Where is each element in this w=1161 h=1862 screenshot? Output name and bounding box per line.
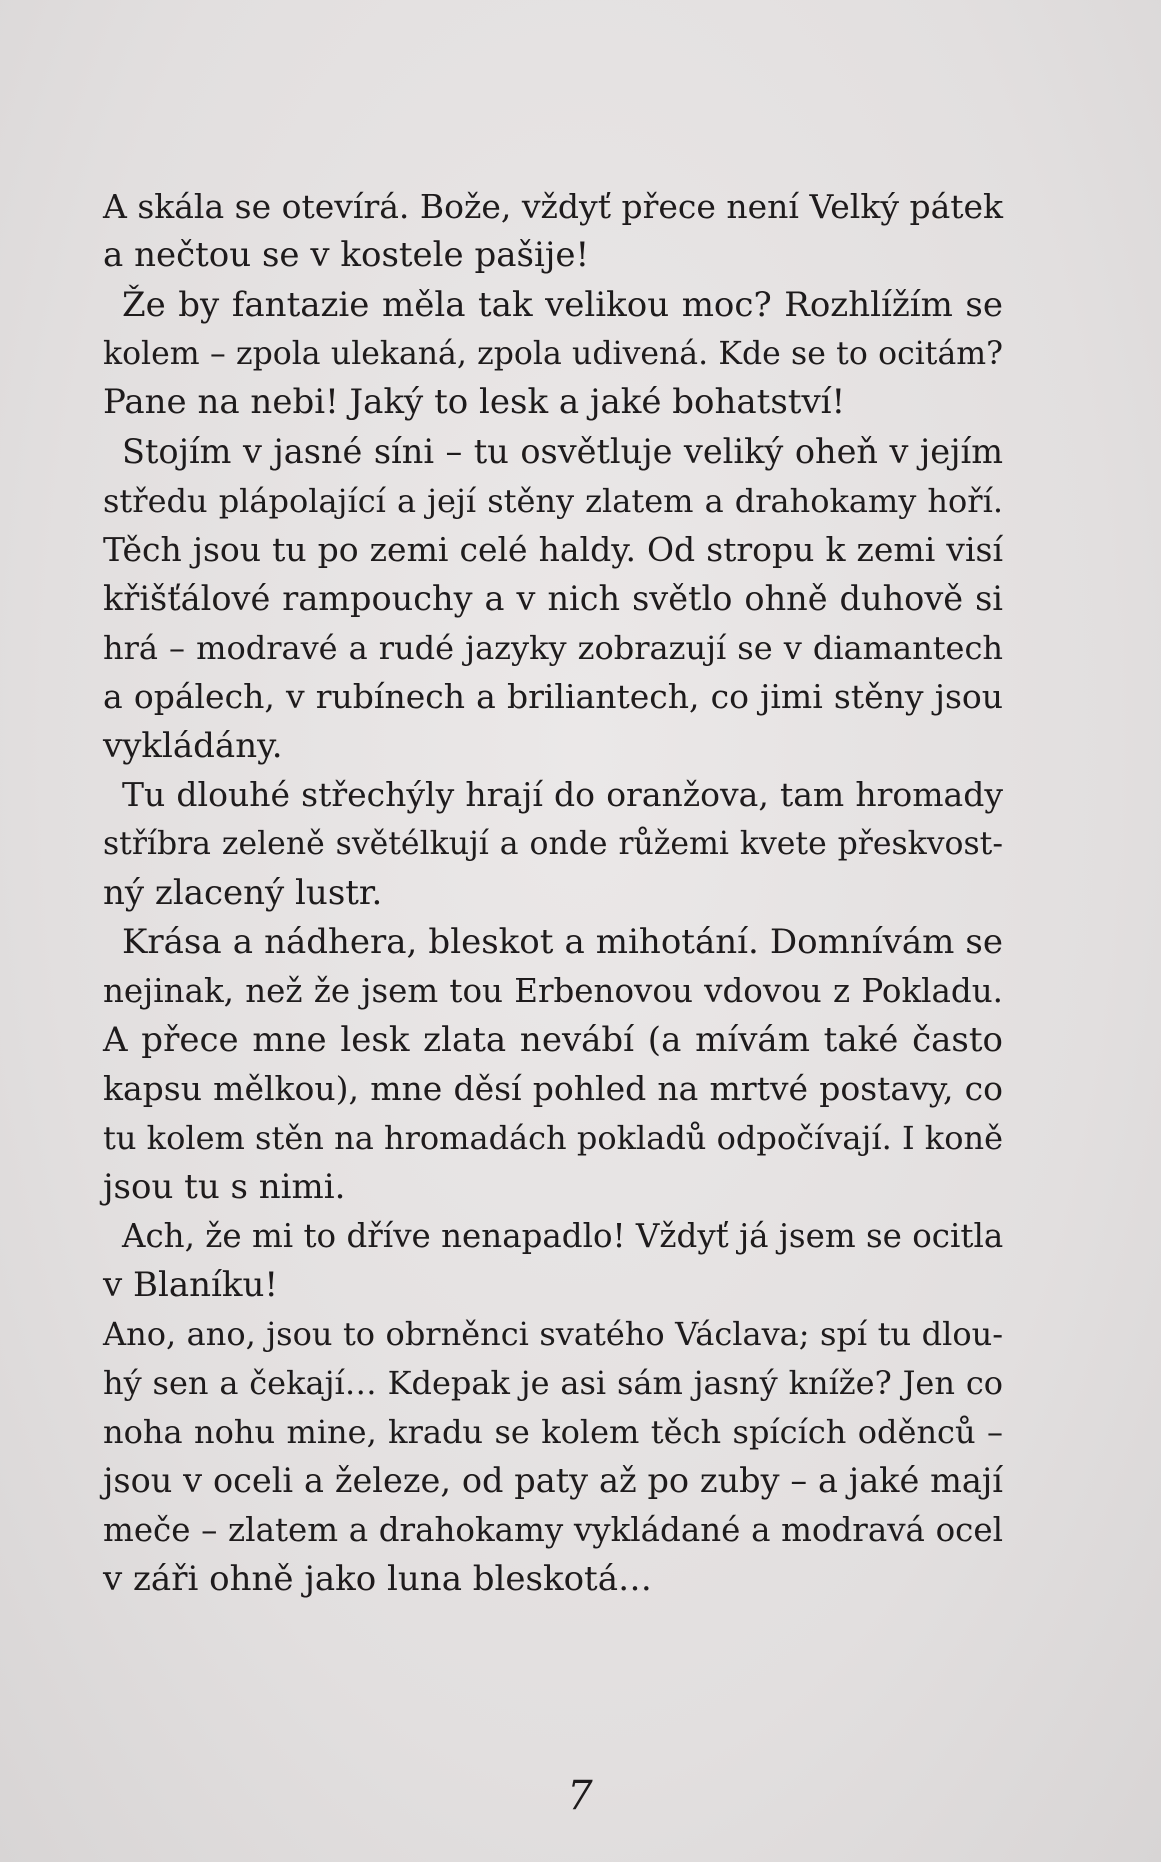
text-line: jsou tu s nimi.: [103, 1167, 346, 1207]
text-line: meče – zlatem a drahokamy vykládané a modravá ocel: [103, 1511, 1003, 1549]
text-line: středu plápolající a její stěny zlatem a drahokamy hoří.: [103, 482, 1003, 520]
text-line: Stojím v jasné síni – tu osvětluje veliký oheň v jejím: [122, 432, 1003, 471]
text-line: A skála se otevírá. Bože, vždyť přece není Velký pátek: [103, 187, 1004, 226]
text-line: kolem – zpola ulekaná, zpola udivená. Kde se to ocitám?: [103, 336, 1003, 372]
text-line: kapsu mělkou), mne děsí pohled na mrtvé postavy, co: [103, 1069, 1003, 1108]
text-line: Těch jsou tu po zemi celé haldy. Od stropu k zemi visí: [103, 530, 1003, 569]
text-line: Krása a nádhera, bleskot a mihotání. Domnívám se: [122, 922, 1003, 962]
text-line: Tu dlouhé střechýly hrají do oranžova, tam hromady: [122, 775, 1003, 814]
text-line: jsou v oceli a železe, od paty až po zuby – a jaké mají: [103, 1461, 1003, 1500]
text-line: ný zlacený lustr.: [103, 873, 383, 913]
text-line: nejinak, než že jsem tou Erbenovou vdovou z Pokladu.: [103, 972, 1003, 1010]
text-line: hrá – modravé a rudé jazyky zobrazují se v diamantech: [103, 629, 1003, 667]
page-number: 7: [567, 1773, 593, 1819]
text-line: křišťálové rampouchy a v nich světlo ohně duhově si: [103, 579, 1003, 618]
text-line: stříbra zeleně světélkují a onde růžemi kvete přeskvost-: [103, 826, 1003, 862]
text-line: Že by fantazie měla tak velikou moc? Rozhlížím se: [122, 285, 1003, 325]
text-line: hý sen a čekají… Kdepak je asi sám jasný kníže? Jen co: [103, 1364, 1003, 1402]
text-line: a opálech, v rubínech a briliantech, co jimi stěny jsou: [103, 677, 1003, 716]
text-line: v Blaníku!: [103, 1265, 279, 1305]
text-line: v záři ohně jako luna bleskotá…: [103, 1559, 652, 1599]
text-line: noha nohu mine, kradu se kolem těch spících oděnců –: [103, 1413, 1003, 1451]
text-line: tu kolem stěn na hromadách pokladů odpočívají. I koně: [103, 1119, 1003, 1157]
text-line: A přece mne lesk zlata nevábí (a mívám také často: [103, 1020, 1003, 1060]
text-line: Pane na nebi! Jaký to lesk a jaké bohatství!: [103, 382, 846, 422]
text-line: Ach, že mi to dříve nenapadlo! Vždyť já jsem se ocitla: [122, 1217, 1004, 1255]
text-line: Ano, ano, jsou to obrněnci svatého Václava; spí tu dlou-: [103, 1315, 1003, 1353]
text-line: vykládány.: [103, 726, 283, 766]
text-line: a nečtou se v kostele pašije!: [103, 235, 590, 275]
